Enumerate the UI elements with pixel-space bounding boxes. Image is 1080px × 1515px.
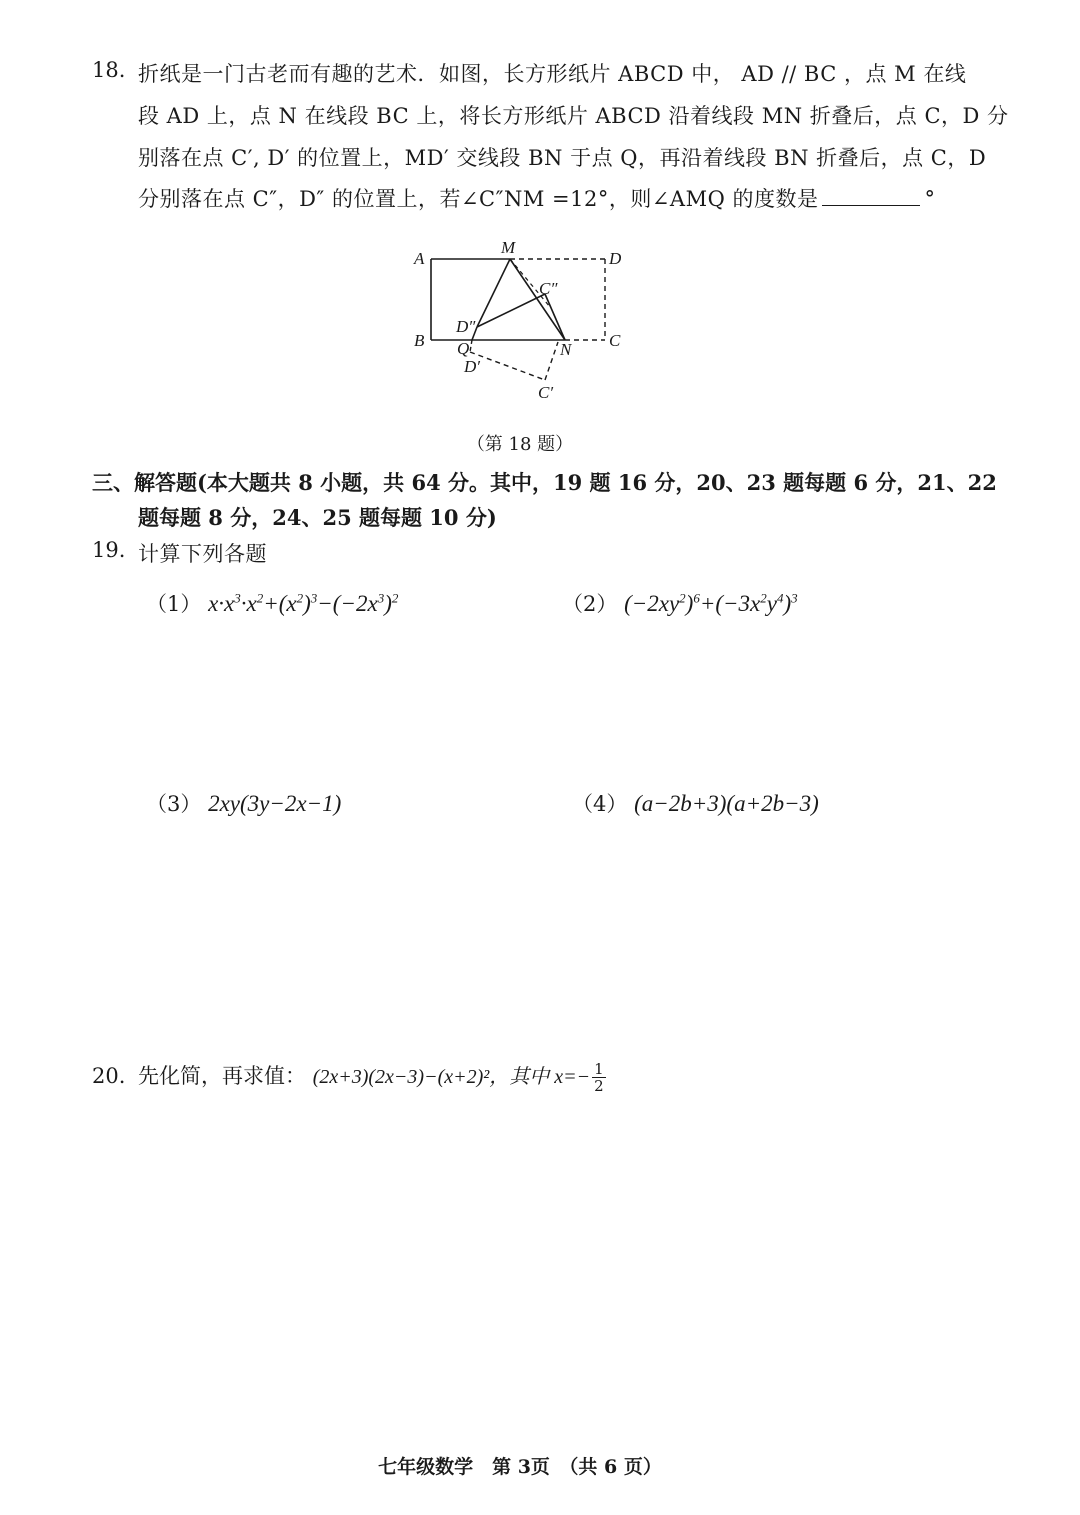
answer-blank — [822, 187, 920, 206]
q19-number: 19. — [92, 538, 126, 562]
fraction-denominator: 2 — [594, 1077, 604, 1095]
q20-fraction — [592, 1061, 606, 1094]
q18-line-4 — [138, 183, 935, 213]
label-d-prime: D′ — [464, 357, 480, 376]
section-3-heading: 三、解答题(本大题共 8 小题，共 64 分。其中，19 题 16 分，20、23 题每题 6 分，21、22 — [92, 470, 997, 495]
segment-d2c2 — [477, 294, 545, 327]
label-c-prime: C′ — [538, 383, 554, 402]
q19-part-1-expr: $x\cdot x^3\cdot x^2+(x^2)^3-(-2x^3)^2$ — [208, 590, 399, 616]
label-d: D — [609, 249, 622, 268]
q18-line-4-text: 分别落在点 C″，D″ 的位置上，若∠C″NM =12°，则∠AMQ 的度数是 — [138, 187, 819, 211]
label-m: M — [501, 238, 516, 257]
q19-part-2 — [562, 588, 798, 618]
fraction-numerator: 1 — [594, 1060, 604, 1078]
label-n: N — [560, 340, 572, 359]
q19-part-4 — [572, 788, 819, 818]
label-b: B — [414, 331, 425, 350]
q19-part-3-label: （3） — [146, 792, 202, 816]
label-a: A — [414, 249, 425, 268]
q19-part-1-label: （1） — [146, 592, 202, 616]
q18-line-3: 别落在点 C′, D′ 的位置上，MD′ 交线段 BN 于点 Q，再沿着线段 BN 折叠后，点 C，D — [138, 146, 987, 170]
q20-number: 20. — [92, 1064, 126, 1088]
q19-title: 计算下列各题 — [138, 542, 267, 566]
q19-part-4-label: （4） — [572, 792, 628, 816]
label-q: Q — [457, 339, 470, 358]
q20-expr: (2x+3)(2x−3)−(x+2)²，其中 x=− — [312, 1066, 591, 1088]
q19-part-4-expr: (a−2b+3)(a+2b−3) — [634, 791, 819, 816]
segment-d1c1-dashed — [470, 352, 545, 380]
label-d-double-prime: D″ — [456, 317, 476, 336]
label-c-double-prime: C″ — [539, 279, 558, 298]
degree-sign: ° — [924, 187, 936, 211]
q20-body — [138, 1060, 606, 1094]
q19-part-2-expr: $(-2xy^2)^6+(-3x^2y^4)^3$ — [624, 590, 798, 616]
q20-text: 先化简，再求值： — [138, 1064, 306, 1088]
q18-number: 18. — [92, 58, 126, 82]
q19-part-2-label: （2） — [562, 592, 618, 616]
q19-part-3-expr: 2xy(3y−2x−1) — [208, 791, 342, 816]
segment-md2 — [477, 259, 510, 327]
segment-c1n-dashed — [545, 342, 558, 380]
segment-c2n — [545, 294, 565, 340]
section-3-heading-cont: 题每题 8 分，24、25 题每题 10 分) — [138, 505, 497, 530]
q18-figure — [400, 232, 640, 412]
q19-part-3 — [146, 788, 341, 818]
figure-caption: （第 18 题） — [466, 434, 574, 455]
fold-mn — [510, 259, 565, 340]
q18-line-1: 折纸是一门古老而有趣的艺术．如图，长方形纸片 ABCD 中， AD // BC ，点 M 在线 — [138, 62, 967, 86]
segment-qd1-dashed — [470, 340, 472, 352]
label-c: C — [609, 331, 621, 350]
page-footer: 七年级数学 第 3页 （共 6 页） — [378, 1456, 662, 1478]
q19-part-1 — [146, 588, 398, 618]
q18-line-2: 段 AD 上，点 N 在线段 BC 上，将长方形纸片 ABCD 沿着线段 MN 折叠后，点 C，D 分 — [138, 104, 1009, 128]
